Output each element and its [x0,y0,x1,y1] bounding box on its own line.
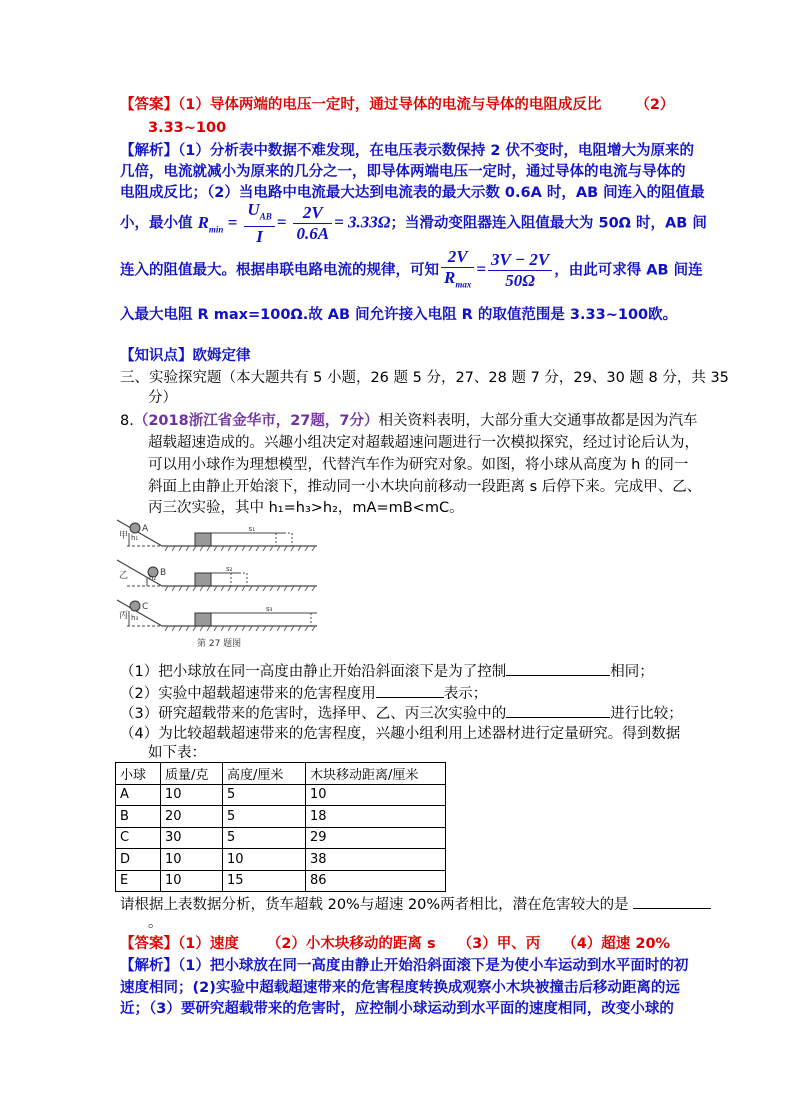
answer-tag: 【答案】 [120,97,178,113]
fraction-2v-over-rmax [441,247,474,294]
experiment-figure [117,518,317,650]
analysis-2 [120,956,688,976]
question-8 [120,411,697,431]
wood-block-icon [195,613,211,626]
formula-rmin: $R_{min}$ = [197,212,238,235]
sub-question-4: （4）为比较超载超速带来的危害程度，兴趣小组利用上述器材进行定量研究。得到数据 [120,726,681,742]
question-text: 相关资料表明，大部分重大交通事故都是因为汽车 [378,413,698,429]
answer-tag: 【答案】 [120,936,178,952]
analysis-tag: 【解析】 [120,958,178,974]
answer-blank[interactable] [506,703,610,718]
formula-symbol: R [444,268,456,287]
table-cell: 10 [161,784,223,806]
table-header: 木块移动距离/厘米 [306,763,446,785]
row-label: 丙 [119,611,129,621]
question-text: 请根据上表数据分析，货车超载 20%与超速 20%两者相比，潜在危害较大的是 [120,897,629,913]
formula-symbol: 3V − 2V [488,250,552,271]
question-text: 进行比较； [610,706,683,722]
analysis-text: 小，最小值 [120,215,198,232]
ball-icon [130,523,140,533]
analysis-text: 几倍，电流就减小为原来的几分之一，即导体两端电压一定时，通过导体的电流与导体的 [120,164,686,180]
question-text: 。 [148,915,163,931]
analysis-text: 电阻成反比；（2）当电路中电流最大达到电流表的最大示数 0.6A 时，AB 间连入的阻值最 [120,185,705,201]
table-cell: 38 [306,849,446,871]
experiment-row [117,600,317,631]
fraction-u-over-i [244,200,274,247]
answer-text: （4）超速 20% [562,936,671,952]
height-label: h₂ [149,574,157,582]
question-text: 超载超速造成的。兴趣小组决定对超载超速问题进行一次模拟探究，经过讨论后认为， [148,435,699,451]
question-text: 斜面上由静止开始滚下，推动同一小木块向前移动一段距离 s 后停下来。完成甲、乙、 [148,479,702,495]
answer-1 [120,95,674,115]
formula-result: = 3.33Ω [334,212,391,232]
analysis-tag: 【解析】 [120,143,178,159]
ball-label: B [160,568,167,578]
table-cell: 15 [223,870,306,892]
analysis-text: 入最大电阻 R max=100Ω.故 AB 间允许接入电阻 R 的取值范围是 3.33~100欧。 [120,307,678,323]
question-source: （2018浙江省金华市，27题，7分） [133,413,379,429]
section-heading: 分） [148,390,177,406]
experiment-row [117,520,317,551]
analysis-text: ，由此可求得 AB 间连 [554,262,703,279]
analysis-text: （1）分析表中数据不难发现，在电压表示数保持 2 伏不变时，电阻增大为原来的 [178,143,695,159]
table-cell: 5 [223,806,306,828]
table-cell: 30 [161,827,223,849]
table-cell: 5 [223,827,306,849]
question-text: （3）研究超载带来的危害时，选择甲、乙、丙三次实验中的 [120,706,507,722]
row-label: 甲 [119,531,129,541]
knowledge-tag: 【知识点】 [120,348,193,364]
table-cell: 20 [161,806,223,828]
formula-symbol: R [197,212,209,232]
table-row [116,870,446,892]
table-cell: B [116,806,161,828]
answer-blank[interactable] [376,683,444,698]
distance-label: s₃ [266,605,273,613]
sub-question-2 [120,683,487,704]
answer-blank[interactable] [633,894,711,909]
table-cell: 10 [306,784,446,806]
analysis-text: ；当滑动变阻器连入阻值最大为 50Ω 时，AB 间 [390,215,707,232]
table-cell: 18 [306,806,446,828]
formula-symbol: U [247,200,260,219]
section-heading: 三、实验探究题（本大题共有 5 小题，26 题 5 分，27、28 题 7 分，29、30 题 8 分，共 35 [120,370,729,386]
analysis-text: （1）把小球放在同一高度由静止开始沿斜面滚下是为使小车运动到水平面时的初 [178,958,689,974]
answer-blank[interactable] [506,661,610,676]
table-cell: E [116,870,161,892]
figure-caption: 第 27 题图 [197,639,242,649]
formula-sub: max [455,279,472,290]
answer-2 [120,934,670,954]
question-text: （1）把小球放在同一高度由静止开始沿斜面滚下是为了控制 [120,664,507,680]
ball-label: A [142,524,149,534]
table-cell: 10 [161,870,223,892]
question-text: 如下表： [148,745,206,761]
formula-symbol: 2V [293,203,332,224]
fraction-2v-over-06a [293,203,332,244]
formula-line-2: 连入的阻值最大。根据串联电路电流的规律，可知 $\frac{2V}{R_{max}}$ = $\frac{3V - 2V}{50\Omega}$ ，由此可求得 AB 间连 [120,247,703,294]
knowledge-point [120,346,251,366]
formula-sub: min [208,224,224,235]
sub-question-1 [120,661,654,682]
analysis-text: 速度相同；(2)实验中超载超速带来的危害程度转换成观察小木块被撞击后移动距离的远 [120,980,680,996]
question-text: 相同； [610,664,654,680]
question-text: （2）实验中超载超速带来的危害程度用 [120,686,376,702]
analysis-1 [120,141,694,161]
answer-text: （3）甲、丙 [457,936,541,952]
after-table-text [120,894,711,915]
question-text: 可以用小球作为理想模型，代替汽车作为研究对象。如图，将小球从高度为 h 的同一 [148,457,689,473]
question-text: 表示； [443,686,488,702]
knowledge-text: 欧姆定律 [192,348,251,364]
formula-symbol: 0.6A [296,224,330,244]
question-text: 丙三次实验，其中 h₁=h₃>h₂，mA=mB<mC。 [148,500,464,516]
table-header-row [116,763,446,785]
answer-text: （2） [635,97,675,113]
distance-label: s₂ [226,565,233,573]
data-table [115,762,446,892]
analysis-text: 连入的阻值最大。根据串联电路电流的规律，可知 [120,262,439,279]
answer-text: （1）速度 [178,936,239,952]
formula-symbol: 2V [441,247,474,268]
fraction-diff-over-50 [488,250,552,291]
table-cell: 5 [223,784,306,806]
analysis-text: 近；（3）要研究超载带来的危害时，应控制小球运动到水平面的速度相同，改变小球的 [120,1001,674,1017]
height-label: h₁ [131,534,139,542]
table-row [116,784,446,806]
table-row [116,849,446,871]
table-cell: 10 [223,849,306,871]
table-cell: 10 [161,849,223,871]
ball-icon [130,601,140,611]
formula-sub: AB [259,211,272,222]
distance-label: s₁ [248,525,255,533]
formula-symbol: 50Ω [505,271,535,291]
sub-question-3 [120,703,683,724]
height-label: h₃ [131,614,139,622]
wood-block-icon [195,533,211,546]
table-cell: A [116,784,161,806]
table-row [116,827,446,849]
row-label: 乙 [119,571,129,581]
table-cell: 86 [306,870,446,892]
table-cell: C [116,827,161,849]
answer-text: （1）导体两端的电压一定时，通过导体的电流与导体的电阻成反比 [178,97,602,113]
formula-line: 小，最小值 $R_{min}$ = $\frac{U_{AB}}{I}$ = $\frac{2V}{0.6A}$ = 3.33Ω；当滑动变阻器连入阻值最大为 50Ω 时，AB 间 [120,200,707,247]
formula-symbol: I [256,227,263,247]
ball-label: C [142,602,149,612]
answer-text: （2）小木块移动的距离 s [266,936,436,952]
table-cell: 29 [306,827,446,849]
table-header: 小球 [116,763,161,785]
table-header: 高度/厘米 [223,763,306,785]
answer-text: 3.33~100 [148,120,227,136]
table-cell: D [116,849,161,871]
wood-block-icon [195,573,211,586]
table-row [116,806,446,828]
question-number: 8. [120,413,134,429]
experiment-row [117,560,317,591]
table-header: 质量/克 [161,763,223,785]
